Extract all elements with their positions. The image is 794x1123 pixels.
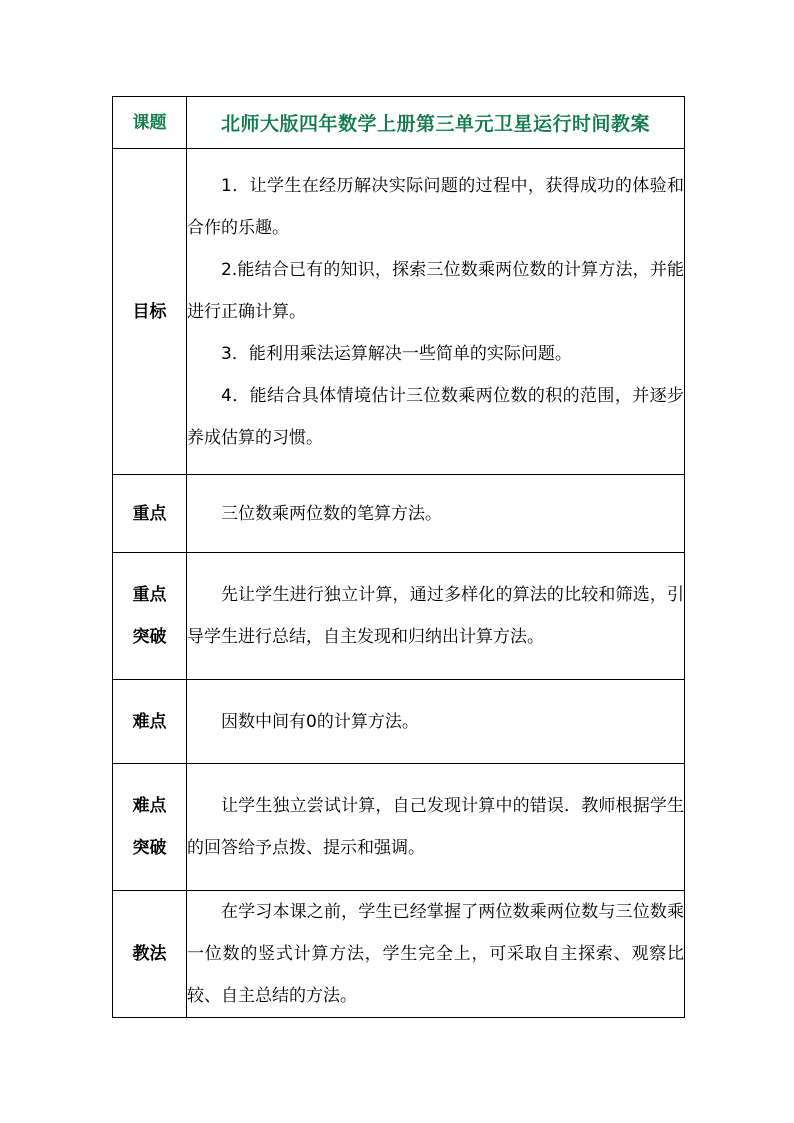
teaching-method-text: 在学习本课之前，学生已经掌握了两位数乘两位数与三位数乘一位数的竖式计算方法，学生完全上，可采取自主探索、观察比较、自主总结的方法。: [187, 902, 684, 1006]
key-breakthrough-text: 先让学生进行独立计算，通过多样化的算法的比较和筛选，引导学生进行总结，自主发现和归纳出计算方法。: [187, 585, 684, 647]
goal-item: 4．能结合具体情境估计三位数乘两位数的积的范围，并逐步养成估算的习惯。: [187, 385, 684, 448]
difficulty-breakthrough-text: 让学生独立尝试计算，自己发现计算中的错误．教师根据学生的回答给予点拨、提示和强调。: [187, 796, 684, 858]
goals-row: [113, 149, 685, 475]
lesson-title: 北师大版四年数学上册第三单元卫星运行时间教案: [187, 97, 685, 149]
goals-content: [187, 149, 685, 475]
goal-item: 2.能结合已有的知识，探索三位数乘两位数的计算方法，并能进行正确计算。: [187, 259, 684, 322]
key-point-row: [113, 475, 685, 553]
goals-label: 目标: [113, 149, 187, 475]
difficulty-row: [113, 680, 685, 764]
key-breakthrough-label-line2: 突破: [132, 627, 167, 647]
difficulty-breakthrough-label-line1: 难点: [132, 796, 167, 816]
key-breakthrough-label-line1: 重点: [132, 585, 167, 605]
key-point-content: [187, 475, 685, 553]
title-row: [113, 97, 685, 149]
topic-label: 课题: [113, 97, 187, 149]
difficulty-breakthrough-row: [113, 764, 685, 891]
key-breakthrough-row: [113, 553, 685, 680]
difficulty-label: 难点: [113, 680, 187, 764]
key-point-label: 重点: [113, 475, 187, 553]
goal-item: 3．能利用乘法运算解决一些简单的实际问题。: [221, 343, 572, 364]
difficulty-text: 因数中间有0的计算方法。: [221, 711, 419, 732]
difficulty-breakthrough-content: [187, 764, 685, 891]
difficulty-breakthrough-label-line2: 突破: [132, 838, 167, 858]
goal-item: 1．让学生在经历解决实际问题的过程中，获得成功的体验和合作的乐趣。: [187, 175, 684, 238]
teaching-method-content: [187, 891, 685, 1018]
key-breakthrough-label: [113, 553, 187, 680]
teaching-method-row: [113, 891, 685, 1018]
teaching-method-label: 教法: [113, 891, 187, 1018]
key-point-text: 三位数乘两位数的笔算方法。: [221, 503, 442, 524]
difficulty-breakthrough-label: [113, 764, 187, 891]
key-breakthrough-content: [187, 553, 685, 680]
difficulty-content: [187, 680, 685, 764]
lesson-plan-table: [112, 96, 685, 1018]
